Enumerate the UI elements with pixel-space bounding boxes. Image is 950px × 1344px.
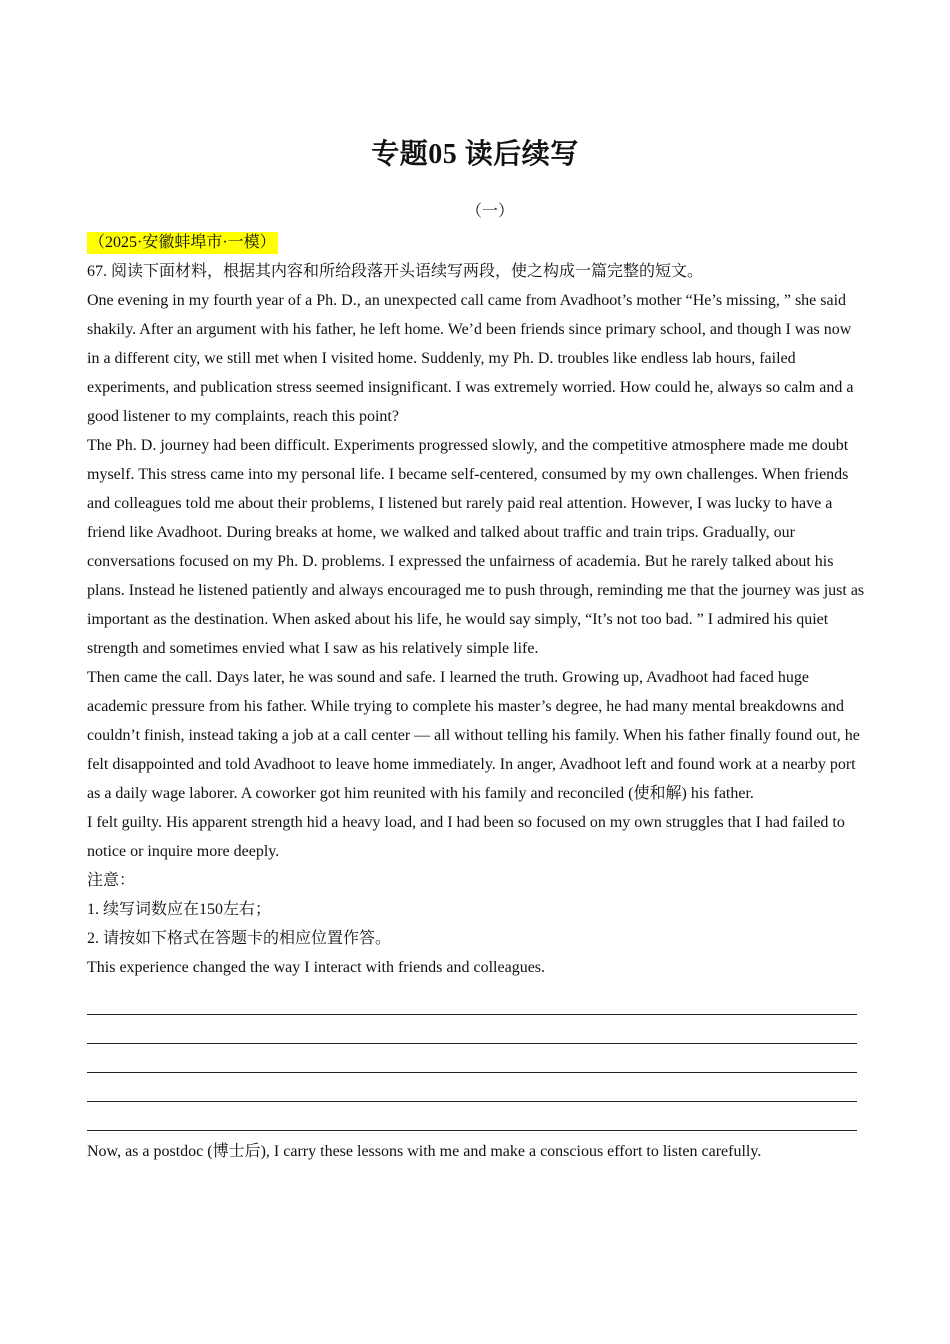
answer-line[interactable] [87,1102,857,1131]
document-body [87,228,865,1166]
answer-line[interactable] [87,1073,857,1102]
passage-paragraph-2: The Ph. D. journey had been difficult. Experiments progressed slowly, and the competitive atmosphere made me doubt myself. This stress came into my personal life. I became self-centered, consumed by my own challenges. When friends and colleagues told me about their problems, I listened but rarely paid real attention. However, I was lucky to have a friend like Avadhoot. During breaks at home, we walked and talked about traffic and train trips. Gradually, our conversations focused on my Ph. D. problems. I expressed the unfairness of academia. But he rarely talked about his plans. Instead he listened patiently and always encouraged me to push through, reminding me that the journey was just as important as the destination. When asked about his life, he would say simply, “It’s not too bad. ” I admired his quiet strength and sometimes envied what I saw as his relatively simple life. [87,437,865,657]
answer-line[interactable] [87,1015,857,1044]
note-item: 2. 请按如下格式在答题卡的相应位置作答。 [87,930,392,947]
continuation-end-sentence: Now, as a postdoc (博士后), I carry these lessons with me and make a conscious effort to listen carefully. [87,1143,762,1160]
answer-line[interactable] [87,1044,857,1073]
notes-heading: 注意： [87,872,136,889]
passage-paragraph-1: One evening in my fourth year of a Ph. D., an unexpected call came from Avadhoot’s mother “He’s missing, ” she said shakily. After an argument with his father, he left home. We’d been friends since primary school, and though I was now in a different city, we still met when I visited home. Suddenly, my Ph. D. troubles like endless lab hours, failed experiments, and publication stress seemed insignificant. I was extremely worried. How could he, always so calm and a good listener to my complaints, reach this point? [87,292,854,425]
question-instruction: 67. 阅读下面材料，根据其内容和所给段落开头语续写两段，使之构成一篇完整的短文。 [87,263,704,280]
continuation-start-sentence: This experience changed the way I interact with friends and colleagues. [87,959,546,976]
passage-paragraph-3: Then came the call. Days later, he was sound and safe. I learned the truth. Growing up, Avadhoot had faced huge academic pressure from his father. While trying to complete his master’s degree, he had many mental breakdowns and couldn’t finish, instead taking a job at a call center — all without telling his family. When his father finally found out, he felt disappointed and told Avadhoot to leave home immediately. In anger, Avadhoot left and found work at a nearby port as a daily wage laborer. A coworker got him reunited with his family and reconciled (使和解) his father. [87,669,860,802]
passage-paragraph-4: I felt guilty. His apparent strength hid a heavy load, and I had been so focused on my own struggles that I had failed to notice or inquire more deeply. [87,814,845,860]
note-item: 1. 续写词数应在150左右； [87,901,272,918]
answer-lines [87,986,865,1131]
answer-line[interactable] [87,986,857,1015]
source-tag: （2025·安徽蚌埠市·一模） [87,232,278,254]
section-number: （一） [465,203,514,220]
page-title: 专题05 读后续写 [371,139,579,170]
